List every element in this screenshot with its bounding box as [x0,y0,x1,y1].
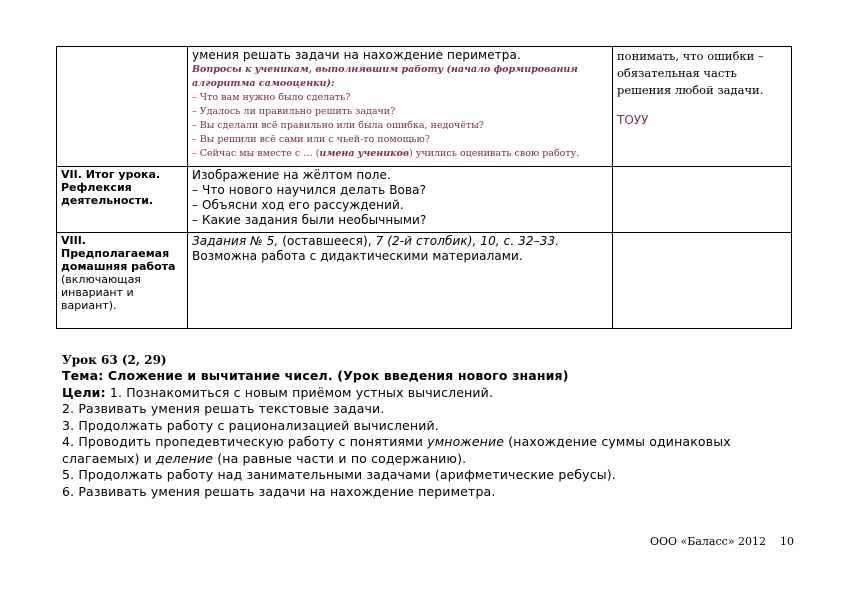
page-number: 10 [780,535,795,548]
homework-assignment: Задания № 5, (оставшееся), 7 (2-й столбик), 10, с. 32–33. [192,234,560,248]
question-item-last: – Сейчас мы вместе с … (имена учеников) учились оценивать свою работу. [192,148,580,159]
content-line: Возможна работа с дидактическими материалами. [192,249,523,263]
lesson-plan-table [56,46,792,329]
content-line: – Объясни ход его рассуждений. [192,198,404,212]
notes-cell [613,233,792,329]
notes-text: понимать, что ошибки – обязательная часть решения любой задачи. [617,49,764,97]
homework-stage-title: VIII. Предполагаемая домашняя работа [61,234,176,273]
homework-stage-note: (включающая инвариант и вариант). [61,273,141,312]
table-row [57,47,792,167]
stage-cell [57,47,188,167]
question-item: – Удалось ли правильно решить задачи? [192,106,396,117]
toyu-label: ТОУУ [617,113,649,127]
content-cell [188,167,613,233]
content-line: – Что нового научился делать Вова? [192,183,427,197]
lesson-goal: 2. Развивать умения решать текстовые задачи. [62,401,385,416]
question-item: – Что вам нужно было сделать? [192,92,351,103]
table-row [57,167,792,233]
stage-cell [57,233,188,329]
stage-cell: VII. Итог урока. Рефлексия деятельности. [57,167,188,233]
lesson-goal: 4. Проводить пропедевтическую работу с понятиями умножение (нахождение суммы одинаковых слагаемых) и деление (на равные части и по содержанию). [62,434,731,466]
lesson-topic: Тема: Сложение и вычитание чисел. (Урок введения нового знания) [62,368,569,383]
question-item: – Вы решили всё сами или с чьей-то помощью? [192,134,430,145]
notes-cell [613,47,792,167]
content-line: Изображение на жёлтом поле. [192,168,391,182]
content-cell [188,233,613,329]
content-line: умения решать задачи на нахождение периметра. [192,48,521,62]
lesson-goal: 5. Продолжать работу над занимательными задачами (арифметические ребусы). [62,467,616,482]
lesson-goal: 3. Продолжать работу с рационализацией вычислений. [62,417,439,433]
questions-intro: Вопросы к ученикам, выполнявшим работу (начало формирования алгоритма самооценки): [192,64,578,89]
publisher-label: ООО «Баласс» 2012 [650,535,767,548]
content-cell [188,47,613,167]
question-item: – Вы сделали всё правильно или была ошибка, недочёты? [192,120,484,131]
lesson-goal: Цели: 1. Познакомиться с новым приёмом устных вычислений. [62,384,494,400]
content-line: – Какие задания были необычными? [192,213,427,227]
table-row [57,233,792,329]
self-assessment-questions [192,63,608,161]
notes-cell [613,167,792,233]
lesson-number: Урок 63 (2, 29) [62,353,167,367]
lesson-block [62,352,782,500]
page-footer [650,535,794,548]
lesson-goal: 6. Развивать умения решать задачи на нахождение периметра. [62,483,496,499]
